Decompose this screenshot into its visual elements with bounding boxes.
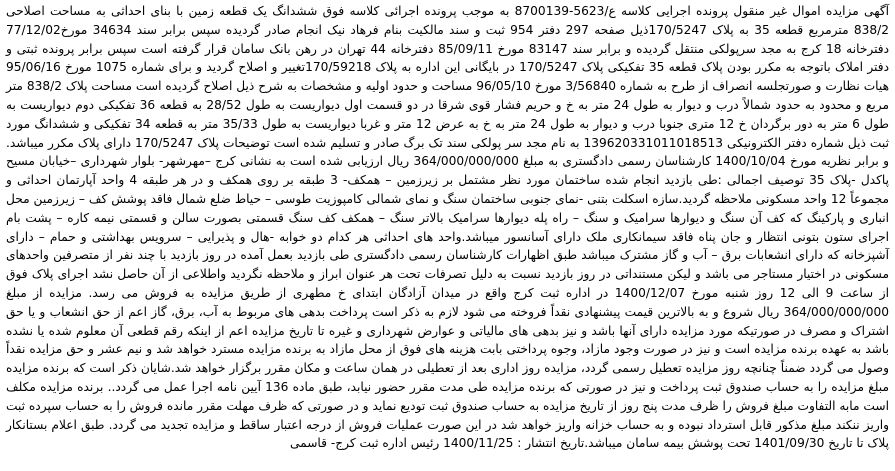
notice-body: آگهی مزایده اموال غیر منقول پرونده اجرایی کلاسه ع/5623-8700139 به موجب پرونده اجرائی کلاسه فوق ششدانگ یک قطعه زمین با بنای احداثی به مساحت اصلاحی 838/2 مترمربع قطعه 35 به پلاک 170/5247ذیل صفحه 297 دفتر 954 ثبت و سند مالکیت بنام فرهاد نیک انجام صادر گردیده سپس برابر سند 34634 مورخ77/12/02 دفترخانه 18 کرج به مجد سرپولکی منتقل گردیده و برابر سند 83147 مورخ 85/09/11 دفترخانه 44 تهران در رهن بانک سامان قرار گرفته است سپس برابر پرونده ثبتی و دفتر املاک باتوجه به مکرر بودن پلاک قطعه 35 تفکیکی پلاک 170/5247 در بایگانی این اداره به پلاک 170/59218تغییر و اصلاح گردید و برای شماره 1075 مورخ 95/06/16 هیات نظارت و صورتجلسه انصراف از طرح به شماره 3/56840 مورخ 96/05/10 مساحت و حدود اولیه و مشخصات به شرح ذیل اصلاح گردیده است مساحت پلاک 838/2 متر مربع و محدود به حدود شمالاً درب و دیوار به طول 24 متر به خ و حریم فشار قوی شرقا در دو قسمت اول دیواریست به طول 28/52 به قطعه 36 تفکیکی دوم دیواریست به طول 6 متر به دور برگردان خ 12 متری جنوبا درب و دیوار به طول 24 متر به خ به عرض 12 متر و غربا دیواریست به طول 35/33 متر به قطعه 34 تفکیکی و ششدانگ مورد ثبت ذیل شماره دفتر الکترونیکی 139620331011018513 به نام مجد سر پولکی سند تک برگ صادر و تسلیم شده است توضیحات پلاک 170/5247 دارای پلاک مکرر میباشد. و برابر نظریه مورخ 1400/10/04 کارشناسان رسمی دادگستری به مبلغ 364/000/000/000 ریال ارزیابی شده است به نشانی کرج –مهرشهر- بلوار شهرداری –خیابان مسیح پاکدل -پلاک 35 توصیف اجمالی :طی بازدید انجام شده ساختمان مورد نظر مشتمل بر زیرزمین – همکف- 3 طبقه بر روی همکف و در هر طبقه 4 واحد آپارتمان احداثی و مجموعاً 12 واحد مسکونی ملاحظه گردید.سازه اسکلت بتنی -نمای جنوبی ساختمان سنگ و نمای شمالی کامپوزیت طوسی – حیاط ضلع شمال فاقد پوشش کف – زیرزمین محل انباری و پارکینگ که کف آن سنگ و دیوارها سرامیک و سنگ – راه پله دیوارها سرامیک بالاتر سنگ – همکف کف سنگ قسمتی بصورت سالن و قسمتی نیمه کاره – پشت بام اجرای ستون بتونی انتظار و جان پناه فاقد سیمانکاری ملک دارای آسانسور میباشد.واحد های احداثی هر کدام دو خوابه -هال و پذیرایی – سرویس بهداشتی و حمام – دارای آشپزخانه که دارای انشعابات برق – آب و گاز مشترک میباشد طبق اظهارات کارشناسان رسمی دادگستری طی بازدید بعمل آمده در روز بازدید با چند نفر از متصرفین واحدهای مسکونی در اختیار مستاجر می باشد و لیکن مستنداتی در روز بازدید نسبت به دلیل تصرفات تحت هر عنوان ابراز و ملاحظه نگردید واطلاعی از آن حاصل نشد اجرای پلاک فوق از ساعت 9 الی 12 روز شنبه مورخ 1400/12/07 در اداره ثبت کرج واقع در میدان آزادگان ابتدای خ مطهری از طریق مزایده به فروش می رسد. مزایده از مبلغ 364/000/000/000 ریال شروع و به بالاترین قیمت پیشنهادی نقداً فروخته می شود لازم به ذکر است پرداخت بدهی های مربوط به آب، برق، گاز اعم از حق انشعاب و یا حق اشتراک و مصرف در صورتیکه مورد مزایده دارای آنها باشد و نیز بدهی های مالیاتی و عوارض شهرداری و غیره تا تاریخ مزایده اعم از اینکه رقم قطعی آن معلوم شده یا نشده باشد به عهده برنده مزایده است و نیز در صورت وجود مازاد، وجوه پرداختی بابت هزینه های فوق از محل مازاد به برنده مزایده مسترد خواهد شد و نیم عشر و حق مزایده نقداً وصول می گردد ضمناً چنانچه روز مزایده تعطیل رسمی گردد، مزایده روز اداری بعد از تعطیلی در همان ساعت و مکان مقرر برگزار خواهد شد.شایان ذکر است که برنده مزایده مبلغ مزایده را به حساب صندوق ثبت پرداخت و نیز در صورتی که برنده مزایده طی مدت مقرر حضور نیابد، طبق ماده 136 آیین نامه اجرا عمل می گردد.. برنده مزایده مکلف است مابه التفاوت مبلغ فروش را ظرف مدت پنج روز از تاریخ مزایده به حساب صندوق ثبت تودیع نماید و در صورتی که ظرف مهلت مقرر مانده فروش را به حساب سپرده ثبت واریز ننکند مبلغ مذکور قابل استرداد نبوده و به حساب خزانه واریز خواهد شد در این صورت عملیات فروش از درجه اعتبار ساقط و مزایده تجدید می گردد. طبق اعلام بستانکار پلاک تا تاریخ 1401/09/30 تحت پوشش بیمه سامان میباشد.تاریخ انتشار : 1400/11/25 رئیس اداره ثبت کرج- قاسمی [6,4,890,451]
